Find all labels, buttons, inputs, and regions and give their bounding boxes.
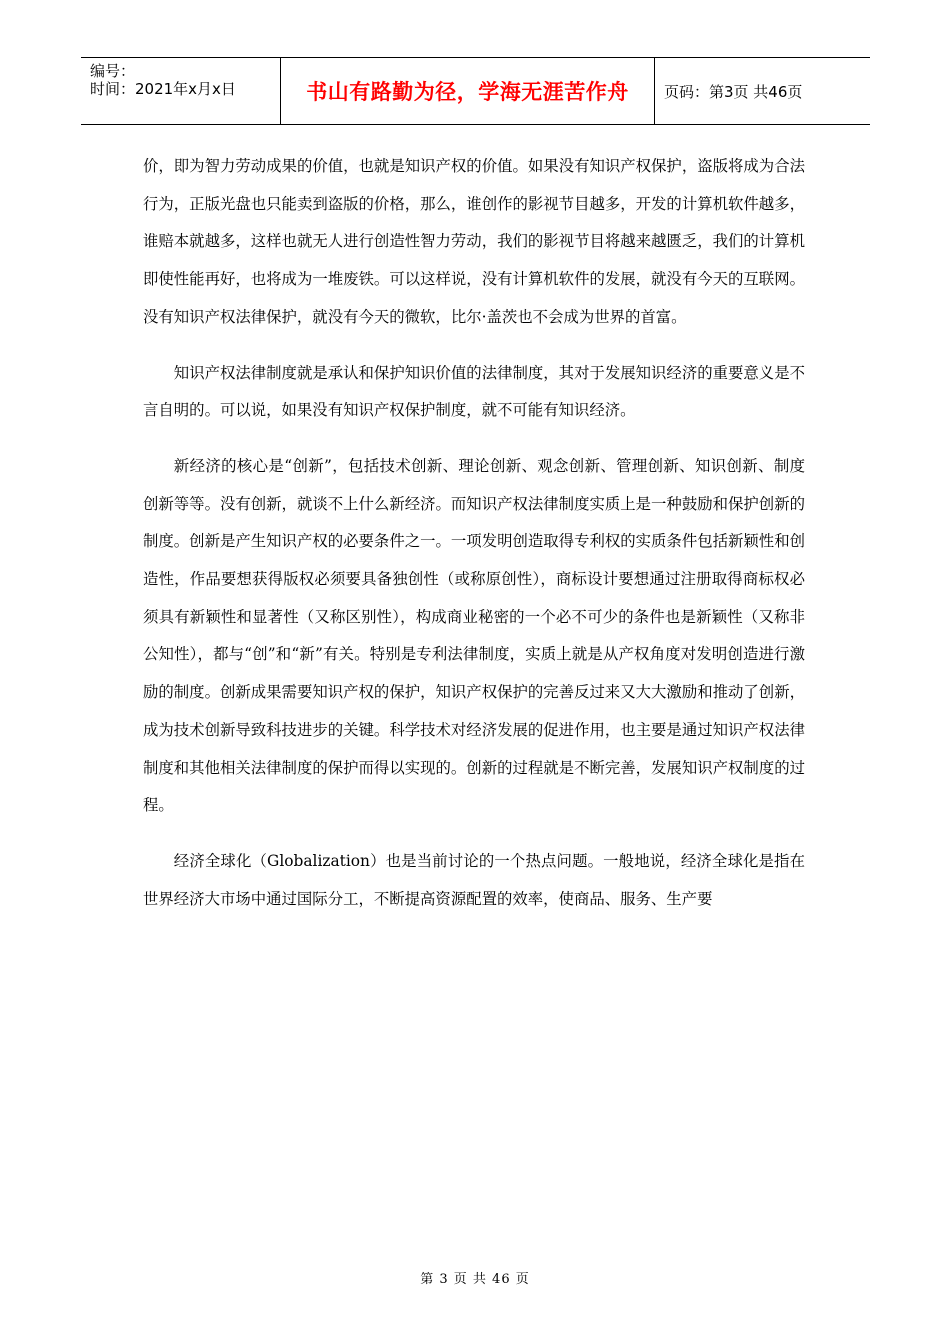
document-body [143,148,805,936]
page-info: 页码：第3页 共46页 [664,82,803,101]
header-page-cell [655,58,870,124]
paragraph-4: 经济全球化（Globalization）也是当前讨论的一个热点问题。一般地说，经济全球化是指在世界经济大市场中通过国际分工，不断提高资源配置的效率，使商品、服务、生产要 [143,851,805,908]
motto-text: 书山有路勤为径，学海无涯苦作舟 [306,80,629,104]
time-label: 时间：2021年x月x日 [90,80,236,98]
header-motto-cell [281,58,655,124]
footer-page-number: 第 3 页 共 46 页 [420,1272,530,1287]
paragraph-2: 知识产权法律制度就是承认和保护知识价值的法律制度，其对于发展知识经济的重要意义是不言自明的。可以说，如果没有知识产权保护制度，就不可能有知识经济。 [143,363,805,420]
paragraph-3: 新经济的核心是“创新”，包括技术创新、理论创新、观念创新、管理创新、知识创新、制度创新等等。没有创新，就谈不上什么新经济。而知识产权法律制度实质上是一种鼓励和保护创新的制度。创新是产生知识产权的必要条件之一。一项发明创造取得专利权的实质条件包括新颖性和创造性，作品要想获得版权必须要具备独创性（或称原创性），商标设计要想通过注册取得商标权必须具有新颖性和显著性（又称区别性），构成商业秘密的一个必不可少的条件也是新颖性（又称非公知性），都与“创”和“新”有关。特别是专利法律制度，实质上就是从产权角度对发明创造进行激励的制度。创新成果需要知识产权的保护，知识产权保护的完善反过来又大大激励和推动了创新，成为技术创新导致科技进步的关键。科学技术对经济发展的促进作用，也主要是通过知识产权法律制度和其他相关法律制度的保护而得以实现的。创新的过程就是不断完善，发展知识产权制度的过程。 [143,456,805,815]
page-header [81,57,870,125]
page-footer [0,1268,950,1287]
header-meta-cell [81,58,281,124]
serial-number-label: 编号： [90,62,136,80]
paragraph-1: 价，即为智力劳动成果的价值，也就是知识产权的价值。如果没有知识产权保护，盗版将成为合法行为，正版光盘也只能卖到盗版的价格，那么，谁创作的影视节目越多，开发的计算机软件越多，谁赔本就越多，这样也就无人进行创造性智力劳动，我们的影视节目将越来越匮乏，我们的计算机即使性能再好，也将成为一堆废铁。可以这样说，没有计算机软件的发展，就没有今天的互联网。没有知识产权法律保护，就没有今天的微软，比尔·盖茨也不会成为世界的首富。 [143,157,805,326]
